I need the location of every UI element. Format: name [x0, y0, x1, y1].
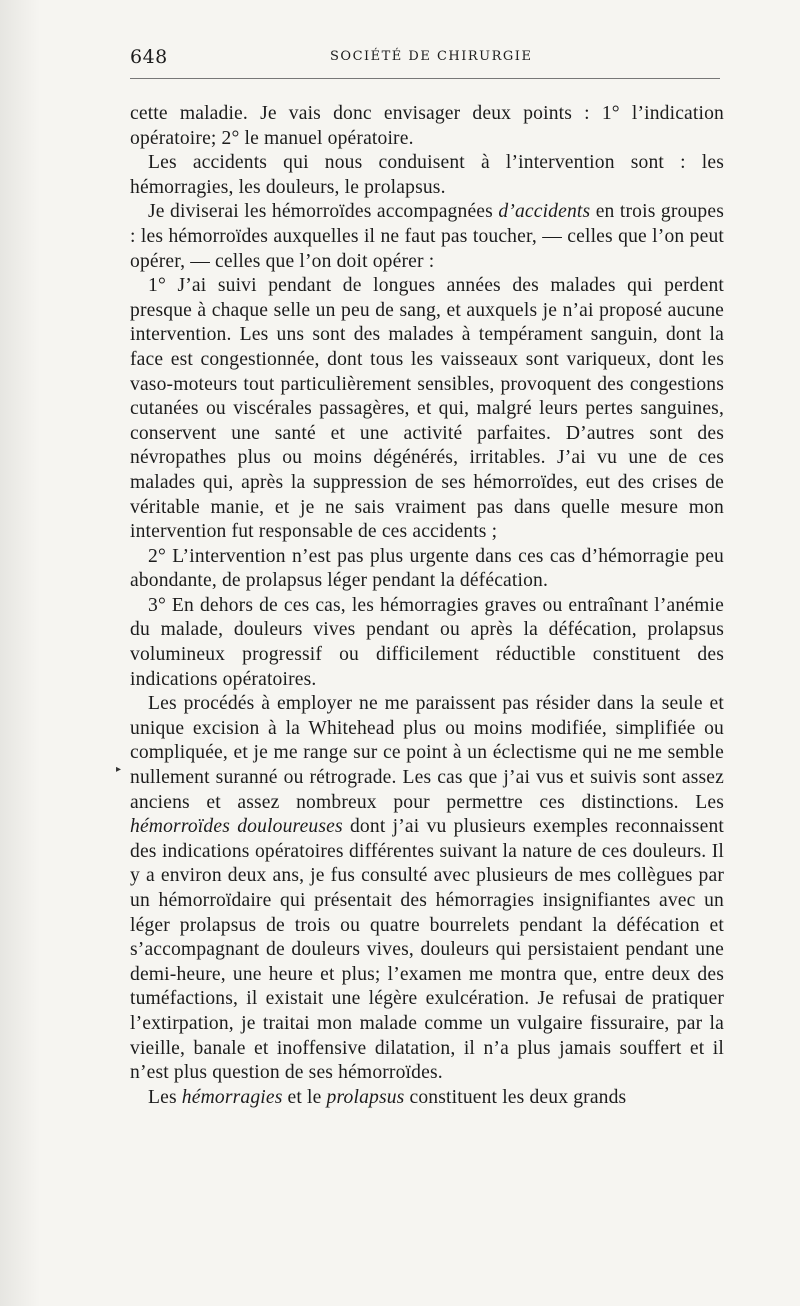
text-run: constituent les deux grands	[404, 1086, 627, 1108]
paragraph	[130, 545, 724, 594]
text-run: 3° En dehors de ces cas, les hémorragies graves ou entraînant l’anémie du malade, douleurs vives pendant ou après la défécation, prolapsus volumineux progressif ou difficilement réductible constituent des indications opératoires.	[130, 594, 724, 690]
paragraph	[130, 1086, 724, 1111]
paragraph	[130, 102, 724, 151]
paragraph	[130, 151, 724, 200]
paragraph	[130, 692, 724, 1086]
text-run: dont j’ai vu plusieurs exemples reconnaissent des indications opératoires différentes suivant la nature de ces douleurs. Il y a environ deux ans, je fus consulté avec plusieurs de mes collègues par un hémorroïdaire qui présentait des hémorragies insignifiantes avec un léger prolapsus de trois ou quatre bourrelets pendant la défécation et s’accompagnant de douleurs vives, douleurs qui persistaient pendant une demi-heure, une heure et plus; l’examen me montra que, entre deux des tuméfactions, il existait une légère exulcération. Je refusai de pratiquer l’extirpation, je traitai mon malade comme un vulgaire fissuraire, par la vieille, banale et inoffensive dilatation, il n’a plus jamais souffert et il n’est plus question de ses hémorroïdes.	[130, 816, 724, 1084]
paragraph	[130, 594, 724, 692]
margin-mark: ▸	[116, 764, 122, 775]
text-run: Les procédés à employer ne me paraissent pas résider dans la seule et unique excision à la Whitehead plus ou moins modifiée, simplifiée ou compliquée, et je me range sur ce point à un éclectisme qui ne me semble nullement suranné ou rétrograde. Les cas que j’ai vus et suivis sont assez anciens et assez nombreux pour permettre ces distinctions. Les	[130, 693, 724, 813]
text-run: cette maladie. Je vais donc envisager deux points : 1° l’indication opératoire; 2° le manuel opératoire.	[130, 103, 724, 149]
header-rule	[130, 78, 720, 79]
text-run: en trois groupes : les hémorroïdes auxquelles il ne faut pas toucher, — celles que l’on peut opérer, — celles que l’on doit opérer :	[130, 201, 724, 272]
page-number: 648	[130, 46, 168, 68]
running-head: SOCIÉTÉ DE CHIRURGIE	[330, 49, 533, 64]
page-edge-shading	[0, 0, 40, 1306]
text-run: 2° L’intervention n’est pas plus urgente dans ces cas d’hémorragie peu abondante, de prolapsus léger pendant la défécation.	[130, 545, 724, 592]
italic-text: hémorragies	[181, 1086, 283, 1108]
text-run: Les accidents qui nous conduisent à l’intervention sont : les hémorragies, les douleurs, le prolapsus.	[130, 152, 724, 198]
text-run: Je diviserai les hémorroïdes accompagnées	[148, 201, 499, 223]
italic-text: prolapsus	[326, 1086, 405, 1108]
text-run: Les	[148, 1086, 182, 1108]
paragraph	[130, 274, 724, 545]
italic-text: d’accidents	[498, 201, 591, 223]
italic-text: hémorroïdes douloureuses	[130, 816, 343, 838]
text-run: et le	[282, 1086, 327, 1108]
paragraph	[130, 200, 724, 274]
page-header	[130, 46, 720, 72]
body-text	[130, 102, 724, 1110]
text-run: 1° J’ai suivi pendant de longues années des malades qui perdent presque à chaque selle un peu de sang, et auxquels je n’ai proposé aucune intervention. Les uns sont des malades à tempérament sanguin, dont la face est congestionnée, dont tous les vaisseaux sont variqueux, dont les vaso-moteurs tout particulièrement sensibles, provoquent des congestions cutanées ou viscérales passagères, et qui, malgré leurs pertes sanguines, conservent une santé et une activité parfaites. D’autres sont des névropathes plus ou moins dégénérés, irritables. J’ai vu une de ces malades qui, après la suppression de ses hémorroïdes, eut des crises de véritable manie, et je ne sais vraiment pas dans quelle mesure mon intervention fut responsable de ces accidents ;	[130, 275, 724, 543]
